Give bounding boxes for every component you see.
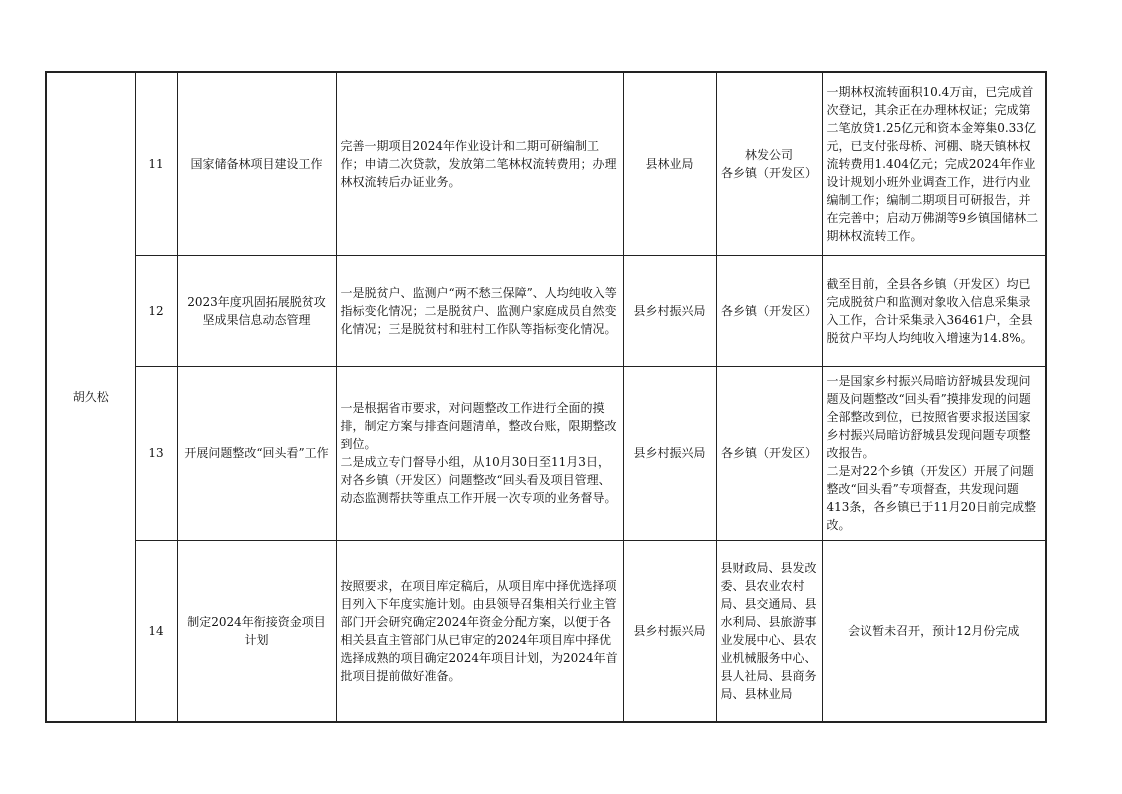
work-table bbox=[45, 71, 1047, 723]
lead-unit: 县乡村振兴局 bbox=[623, 255, 716, 366]
task-name: 制定2024年衔接资金项目计划 bbox=[177, 540, 336, 722]
task-content: 完善一期项目2024年作业设计和二期可研编制工作；申请二次贷款，发放第二笔林权流转费用；办理林权流转后办证业务。 bbox=[336, 72, 623, 255]
row-number: 14 bbox=[135, 540, 177, 722]
row-number: 13 bbox=[135, 366, 177, 540]
task-name: 2023年度巩固拓展脱贫攻坚成果信息动态管理 bbox=[177, 255, 336, 366]
cooperating-units: 各乡镇（开发区） bbox=[716, 255, 822, 366]
table-row bbox=[46, 255, 1046, 366]
cooperating-units: 各乡镇（开发区） bbox=[716, 366, 822, 540]
progress-status: 一是国家乡村振兴局暗访舒城县发现问题及问题整改“回头看”摸排发现的问题全部整改到位，已按照省要求报送国家乡村振兴局暗访舒城县发现问题专项整改报告。 二是对22个乡镇（开发区）开展了问题整改“回头看”专项督查，共发现问题413条，各乡镇已于11月20日前完成整改。 bbox=[822, 366, 1046, 540]
row-number: 12 bbox=[135, 255, 177, 366]
lead-unit: 县林业局 bbox=[623, 72, 716, 255]
table-row bbox=[46, 72, 1046, 255]
task-name: 开展问题整改“回头看”工作 bbox=[177, 366, 336, 540]
progress-status: 会议暂未召开，预计12月份完成 bbox=[822, 540, 1046, 722]
table-row bbox=[46, 366, 1046, 540]
table-row bbox=[46, 540, 1046, 722]
row-number: 11 bbox=[135, 72, 177, 255]
task-name: 国家储备林项目建设工作 bbox=[177, 72, 336, 255]
task-content: 一是根据省市要求，对问题整改工作进行全面的摸排，制定方案与排查问题清单，整改台账，限期整改到位。 二是成立专门督导小组，从10月30日至11月3日，对各乡镇（开发区）问题整改“回头看及项目管理、动态监测帮扶等重点工作开展一次专项的业务督导。 bbox=[336, 366, 623, 540]
responsible-person: 胡久松 bbox=[46, 72, 135, 722]
task-content: 按照要求，在项目库定稿后，从项目库中择优选择项目列入下年度实施计划。由县领导召集相关行业主管部门开会研究确定2024年资金分配方案，以便于各相关县直主管部门从已审定的2024年项目库中择优选择成熟的项目确定2024年项目计划，为2024年首批项目提前做好准备。 bbox=[336, 540, 623, 722]
progress-status: 截至目前，全县各乡镇（开发区）均已完成脱贫户和监测对象收入信息采集录入工作，合计采集录入36461户，全县脱贫户平均人均纯收入增速为14.8%。 bbox=[822, 255, 1046, 366]
progress-status: 一期林权流转面积10.4万亩，已完成首次登记，其余正在办理林权证；完成第二笔放贷1.25亿元和资本金筹集0.33亿元，已支付张母桥、河棚、晓天镇林权流转费用1.404亿元；完成2024年作业设计规划小班外业调查工作，进行内业编制工作；编制二期项目可研报告，并在完善中；启动万佛湖等9乡镇国储林二期林权流转工作。 bbox=[822, 72, 1046, 255]
cooperating-units: 县财政局、县发改委、县农业农村局、县交通局、县水利局、县旅游事业发展中心、县农业机械服务中心、县人社局、县商务局、县林业局 bbox=[716, 540, 822, 722]
task-content: 一是脱贫户、监测户“两不愁三保障”、人均纯收入等指标变化情况；二是脱贫户、监测户家庭成员自然变化情况；三是脱贫村和驻村工作队等指标变化情况。 bbox=[336, 255, 623, 366]
lead-unit: 县乡村振兴局 bbox=[623, 540, 716, 722]
cooperating-units: 林发公司 各乡镇（开发区） bbox=[716, 72, 822, 255]
lead-unit: 县乡村振兴局 bbox=[623, 366, 716, 540]
